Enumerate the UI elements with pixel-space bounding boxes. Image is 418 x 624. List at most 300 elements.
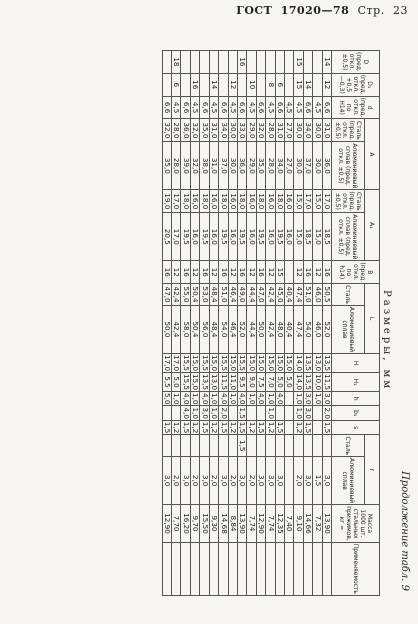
table-cell (284, 392, 293, 406)
table-cell: 47,4 (294, 305, 303, 353)
table-cell: 1,2 (191, 421, 201, 434)
table-cell: 13,90 (322, 505, 331, 543)
table-cell: 4,0 (238, 393, 248, 405)
table-cell: 53,0 (200, 284, 209, 306)
table-cell: 15 (294, 73, 303, 96)
table-cell (303, 51, 312, 74)
table-row (228, 51, 237, 596)
table-cell: 15,0 (313, 213, 322, 261)
table-cell: 1,0 (210, 393, 220, 405)
table-cell: 35,0 (200, 119, 209, 142)
table-cell (284, 261, 293, 284)
table-cell: 32,0 (162, 119, 171, 142)
table-cell: 12 (294, 261, 303, 284)
table-cell: 6,6 (219, 96, 228, 119)
table-cell: 36,0 (322, 142, 331, 190)
table-cell: 5,5 (162, 373, 171, 392)
table-cell: 4,5 (294, 96, 303, 119)
table-row (209, 51, 218, 596)
table-cell: 7,40 (284, 505, 293, 543)
table-cell (219, 542, 228, 595)
table-sizes-caption: Размеры, мм (381, 290, 392, 392)
table-cell: 12,90 (162, 505, 171, 543)
table-cell: 46,4 (228, 305, 237, 353)
table-cell: 14,0 (294, 355, 304, 372)
table-cell (219, 435, 228, 457)
table-row (275, 51, 284, 596)
table-cell (313, 542, 322, 595)
table-body (162, 51, 331, 596)
table-row (322, 51, 331, 596)
table-cell: 12 (209, 261, 218, 284)
table-cell (284, 420, 293, 434)
table-cell: 16 (162, 261, 171, 284)
table-cell: 1,0 (266, 393, 276, 405)
table-cell: 31,0 (275, 119, 284, 142)
table-cell: 4,5 (266, 96, 275, 119)
table-cell: 17,0 (303, 190, 312, 213)
table-cell: 46,4 (228, 284, 237, 306)
table-cell: 47,0 (256, 284, 265, 306)
col-a-steel: Сталь (пред. откл. ±0,5) (332, 119, 365, 142)
table-cell: 3,0 (303, 457, 312, 505)
table-row (181, 51, 190, 596)
table-cell: 6,6 (237, 96, 246, 119)
table-cell: 1,0 (172, 393, 182, 405)
col-a-al: Алюминиевый сплав (пред. откл. ±0,5) (332, 142, 365, 190)
table-cell: 50,5 (322, 284, 331, 306)
table-cell: 15,5 (181, 355, 191, 372)
table-cell: 15,5 (219, 355, 229, 372)
col-s: s (332, 420, 380, 434)
table-cell: 15,0 (275, 355, 285, 372)
table-cell: 16 (322, 261, 331, 284)
table-cell (247, 435, 256, 457)
table-cell: 32,0 (190, 119, 199, 142)
table-cell: 28,0 (172, 119, 181, 142)
table-cell: 34,0 (219, 119, 228, 142)
table-cell (284, 457, 293, 505)
table-cell: 12 (266, 261, 275, 284)
table-cell: 5,0 (163, 393, 173, 405)
table-cell (172, 542, 181, 595)
table-cell: 1,5 (237, 435, 246, 457)
table-cell (275, 435, 284, 457)
table-cell: 28,0 (266, 119, 275, 142)
table-cell (313, 73, 322, 96)
table-cell: 16 (219, 261, 228, 284)
table-cell (219, 51, 228, 74)
table-cell (247, 51, 256, 74)
table-cell: 35,0 (162, 142, 171, 190)
table-cell: 16,0 (266, 213, 275, 261)
table-cell: 19,5 (237, 213, 246, 261)
table-cell: 14,68 (219, 505, 228, 543)
table-cell: 7,70 (172, 505, 181, 543)
table-cell: 6,6 (303, 96, 312, 119)
table-cell (313, 435, 322, 457)
standard-label: ГОСТ (236, 4, 273, 17)
table-cell: 14 (322, 51, 331, 74)
table-cell (200, 73, 209, 96)
table-cell: 52,0 (237, 305, 246, 353)
table-cell: 9,10 (294, 505, 303, 543)
table-cell: 3,0 (266, 457, 275, 505)
col-h1: H₁ (332, 373, 380, 392)
table-row (256, 51, 265, 596)
table-cell: 17,0 (163, 355, 173, 372)
table-cell: 15,0 (191, 374, 201, 391)
table-cell: 51,0 (303, 284, 312, 306)
table-cell (172, 435, 181, 457)
table-cell (209, 435, 218, 457)
table-cell: 9,70 (190, 505, 199, 543)
table-cell: 1,2 (210, 421, 220, 434)
table-cell: 16,0 (228, 190, 237, 213)
standard-number: 17020—78 (280, 4, 350, 17)
table-cell (284, 435, 293, 457)
table-cell: 3,0 (323, 393, 332, 405)
table-cell (256, 51, 265, 74)
table-row (303, 51, 312, 596)
table-cell: 6,6 (181, 96, 190, 119)
col-r-steel: Сталь (332, 435, 365, 457)
table-cell (237, 73, 246, 96)
table-cell: 11,5 (323, 374, 332, 391)
table-cell: 1,0 (313, 393, 323, 405)
table-cell: 19,5 (181, 213, 190, 261)
table-row (200, 51, 209, 596)
table-cell: 30,0 (294, 142, 303, 190)
table-cell: 19,0 (162, 190, 171, 213)
table-cell: 12 (247, 261, 256, 284)
table-cell: 30,0 (313, 119, 322, 142)
table-cell: 7,5 (256, 373, 265, 392)
table-cell: 37,0 (219, 142, 228, 190)
col-mass: Масса 1000 шт. стальных прижимов, кг ≈ (332, 505, 380, 543)
dimensions-table (162, 50, 380, 596)
table-cell (228, 435, 237, 457)
table-cell: 37,0 (303, 142, 312, 190)
table-cell: 50,4 (190, 284, 199, 306)
table-cell (162, 435, 171, 457)
table-cell: 4,5 (284, 96, 293, 119)
table-cell: 4,5 (247, 96, 256, 119)
table-cell: 4,0 (181, 407, 191, 419)
table-cell: 13,5 (304, 355, 314, 372)
table-cell: 45,0 (275, 284, 284, 306)
table-cell: 1,5 (275, 421, 285, 434)
table-cell (209, 542, 218, 595)
table-cell: 32,0 (190, 142, 199, 190)
col-l-al: Алюминиевый сплав (332, 305, 365, 353)
table-row (219, 51, 228, 596)
table-cell: 12 (322, 73, 331, 96)
table-cell: 32,0 (256, 119, 265, 142)
table-cell: 34,0 (275, 142, 284, 190)
table-cell: 15,5 (238, 355, 248, 372)
table-cell: 30,0 (228, 119, 237, 142)
table-cell: 4,5 (228, 96, 237, 119)
table-cell: 6,6 (162, 96, 171, 119)
table-cell: 42,4 (266, 305, 275, 353)
table-cell: 48,4 (209, 284, 218, 306)
table-cell: 1,5 (181, 421, 191, 434)
table-cell: 11,5 (219, 374, 229, 391)
col-l-steel: Сталь (332, 284, 365, 306)
table-cell (284, 542, 293, 595)
table-cell: 7,74 (247, 505, 256, 543)
col-d: D (пред. откл. ±0,5) (332, 51, 380, 74)
table-cell (313, 420, 322, 434)
col-b: B (пред. откл. по h14) (332, 261, 380, 284)
table-cell: 39,0 (181, 142, 190, 190)
table-cell: 13,0 (210, 374, 220, 391)
table-cell (162, 542, 171, 595)
table-cell: 16,0 (190, 213, 199, 261)
table-cell: 16 (256, 261, 265, 284)
table-cell: 1,2 (294, 421, 304, 434)
table-cell: 12 (172, 261, 181, 284)
table-cell (247, 406, 256, 420)
table-cell: 9,5 (237, 373, 246, 392)
table-cell: 17,0 (322, 190, 331, 213)
table-cell (256, 73, 265, 96)
table-cell: 4,0 (275, 393, 285, 405)
table-cell: 6,6 (256, 96, 265, 119)
table-cell: 15,0 (285, 355, 295, 372)
col-d1: D₁ (пред. откл. +0,5 —0,3) (332, 73, 380, 96)
table-cell: 1,0 (294, 393, 304, 405)
table-cell: 4,5 (190, 96, 199, 119)
table-cell: 6 (275, 73, 284, 96)
table-cell: 31,0 (322, 119, 331, 142)
table-cell (162, 73, 171, 96)
table-cell: 1,2 (228, 421, 238, 434)
table-cell: 12,90 (256, 505, 265, 543)
table-cell: 11,0 (228, 374, 238, 391)
table-cell (294, 435, 303, 457)
table-cell: 1,0 (191, 407, 201, 419)
table-cell: 7,74 (266, 505, 275, 543)
table-cell: 5,0 (284, 373, 293, 392)
table-cell: 3,0 (304, 393, 314, 405)
table-cell: 48,4 (209, 305, 218, 353)
table-row (247, 51, 256, 596)
table-cell: 10,0 (313, 374, 323, 391)
table-cell: 49,0 (237, 284, 246, 306)
table-cell (266, 51, 275, 74)
table-cell: 16,0 (228, 213, 237, 261)
table-cell: 3,0 (237, 457, 246, 505)
table-cell: 2,0 (219, 407, 229, 419)
table-cell: 1,0 (191, 393, 201, 405)
table-cell (284, 51, 293, 74)
table-cell (313, 51, 322, 74)
table-cell (284, 73, 293, 96)
table-cell: 19,5 (200, 213, 209, 261)
table-cell: 3,0 (304, 407, 314, 419)
table-cell: 6,6 (200, 96, 209, 119)
table-cell: 50,0 (256, 305, 265, 353)
table-cell (190, 51, 199, 74)
table-cell: 6 (172, 73, 181, 96)
table-cell: 8 (266, 73, 275, 96)
table-cell: 13,5 (200, 374, 210, 391)
table-cell: 1,5 (257, 421, 267, 434)
table-cell: 31,0 (209, 119, 218, 142)
table-cell: 12,35 (275, 505, 284, 543)
table-cell (284, 406, 293, 420)
table-cell: 6,6 (275, 96, 284, 119)
table-cell: 18 (172, 51, 181, 74)
table-cell: 14,66 (303, 505, 312, 543)
col-a1-group: A₁ (365, 190, 380, 261)
table-cell: 13,90 (237, 505, 246, 543)
col-hh: h (332, 392, 380, 406)
table-cell: 16 (303, 261, 312, 284)
table-cell: 5,0 (275, 373, 284, 392)
table-cell: 28,0 (266, 142, 275, 190)
table-cell (181, 542, 190, 595)
table-cell: 29,0 (247, 142, 256, 190)
table-cell (247, 542, 256, 595)
table-cell: 16,0 (247, 190, 256, 213)
table-cell: 16,0 (284, 213, 293, 261)
table-cell (162, 51, 171, 74)
table-row (172, 51, 181, 596)
table-cell: 4,5 (313, 96, 322, 119)
table-cell: 28,0 (172, 142, 181, 190)
table-cell: 19,5 (256, 213, 265, 261)
table-cell: 29,0 (247, 119, 256, 142)
table-cell: 2,0 (294, 457, 303, 505)
rotated-table-area (45, 50, 410, 595)
table-cell: 44,4 (247, 284, 256, 306)
table-cell: 15,0 (191, 355, 201, 372)
col-a1-steel: Сталь (пред. откл. ±0,5) (332, 190, 365, 213)
table-cell: 13,0 (313, 355, 323, 372)
table-cell: 55,0 (181, 284, 190, 306)
table-cell: 15,0 (257, 355, 267, 372)
table-cell: 7,0 (266, 373, 275, 392)
table-cell: 15,50 (200, 505, 209, 543)
table-cell: 33,0 (237, 119, 246, 142)
table-cell (256, 542, 265, 595)
page-number: 23 (393, 4, 408, 17)
table-cell: 1,0 (266, 407, 276, 419)
table-cell: 18,0 (275, 190, 284, 213)
col-d2: d (пред. откл. по H14) (332, 96, 380, 119)
table-cell (228, 406, 237, 420)
table-cell: 1,5 (219, 421, 229, 434)
table-cell: 2,0 (228, 457, 237, 505)
table-cell: 16 (200, 261, 209, 284)
table-cell (190, 435, 199, 457)
table-cell: 38,0 (200, 142, 209, 190)
table-cell: 54,0 (219, 305, 228, 353)
table-cell (322, 435, 331, 457)
table-cell: 18,5 (322, 213, 331, 261)
table-cell: 46,0 (313, 305, 322, 353)
table-cell: 15,0 (247, 355, 257, 372)
table-cell: 16,20 (181, 505, 190, 543)
table-cell: 2,0 (172, 457, 181, 505)
table-cell: 14 (303, 73, 312, 96)
table-cell: 15,5 (181, 374, 191, 391)
table-cell: 3,0 (200, 407, 210, 419)
table-cell: 42,4 (172, 284, 181, 306)
table-cell (200, 542, 209, 595)
table-cell: 12 (313, 261, 322, 284)
table-cell: 50,0 (162, 305, 171, 353)
table-cell: 50,4 (190, 305, 199, 353)
table-continuation-caption: Продолжение табл. 9 (399, 471, 410, 591)
table-cell: 1,0 (210, 407, 220, 419)
table-cell (275, 542, 284, 595)
table-cell: 40,4 (284, 284, 293, 306)
table-cell: 27,0 (284, 119, 293, 142)
table-cell: 14,0 (294, 374, 304, 391)
col-b1: b₁ (332, 406, 380, 420)
table-cell (256, 435, 265, 457)
table-cell: 47,0 (162, 284, 171, 306)
table-cell: 58,0 (181, 305, 190, 353)
table-cell: 15,0 (228, 355, 238, 372)
table-cell: 56,0 (200, 305, 209, 353)
table-cell: 3,0 (256, 457, 265, 505)
col-l-group: L (365, 284, 380, 354)
table-cell: 31,0 (209, 142, 218, 190)
table-cell: 15,5 (200, 355, 210, 372)
table-cell (256, 406, 265, 420)
table-cell: 1,5 (304, 421, 314, 434)
table-cell: 4,0 (257, 393, 267, 405)
table-cell: 1,0 (228, 393, 238, 405)
table-cell: 19,5 (275, 213, 284, 261)
table-cell: 42,4 (266, 284, 275, 306)
table-cell: 1,0 (247, 393, 257, 405)
table-cell: 36,0 (237, 142, 246, 190)
table-cell: 3,0 (322, 457, 331, 505)
table-head (332, 51, 380, 596)
table-cell: 34,0 (303, 119, 312, 142)
table-cell (266, 542, 275, 595)
table-cell: 30,0 (228, 142, 237, 190)
col-h: H (332, 354, 380, 373)
table-cell: 15,0 (294, 190, 303, 213)
table-cell: 3,0 (200, 457, 209, 505)
table-cell: 19,5 (219, 213, 228, 261)
table-cell (172, 406, 181, 420)
table-cell: 46,0 (313, 284, 322, 306)
table-cell (181, 51, 190, 74)
table-cell: 1,0 (294, 407, 304, 419)
table-cell: 4,5 (172, 96, 181, 119)
table-cell (181, 435, 190, 457)
table-cell: 18,5 (303, 213, 312, 261)
table-cell: 15,0 (266, 355, 276, 372)
table-row (237, 51, 246, 596)
table-cell: 16 (237, 51, 246, 74)
table-cell: 10 (247, 73, 256, 96)
table-cell (322, 542, 331, 595)
table-cell: 16,0 (190, 190, 199, 213)
table-cell: 35,0 (256, 142, 265, 190)
table-cell: 48,0 (275, 305, 284, 353)
table-cell: 44,4 (247, 305, 256, 353)
table-cell: 16 (181, 261, 190, 284)
